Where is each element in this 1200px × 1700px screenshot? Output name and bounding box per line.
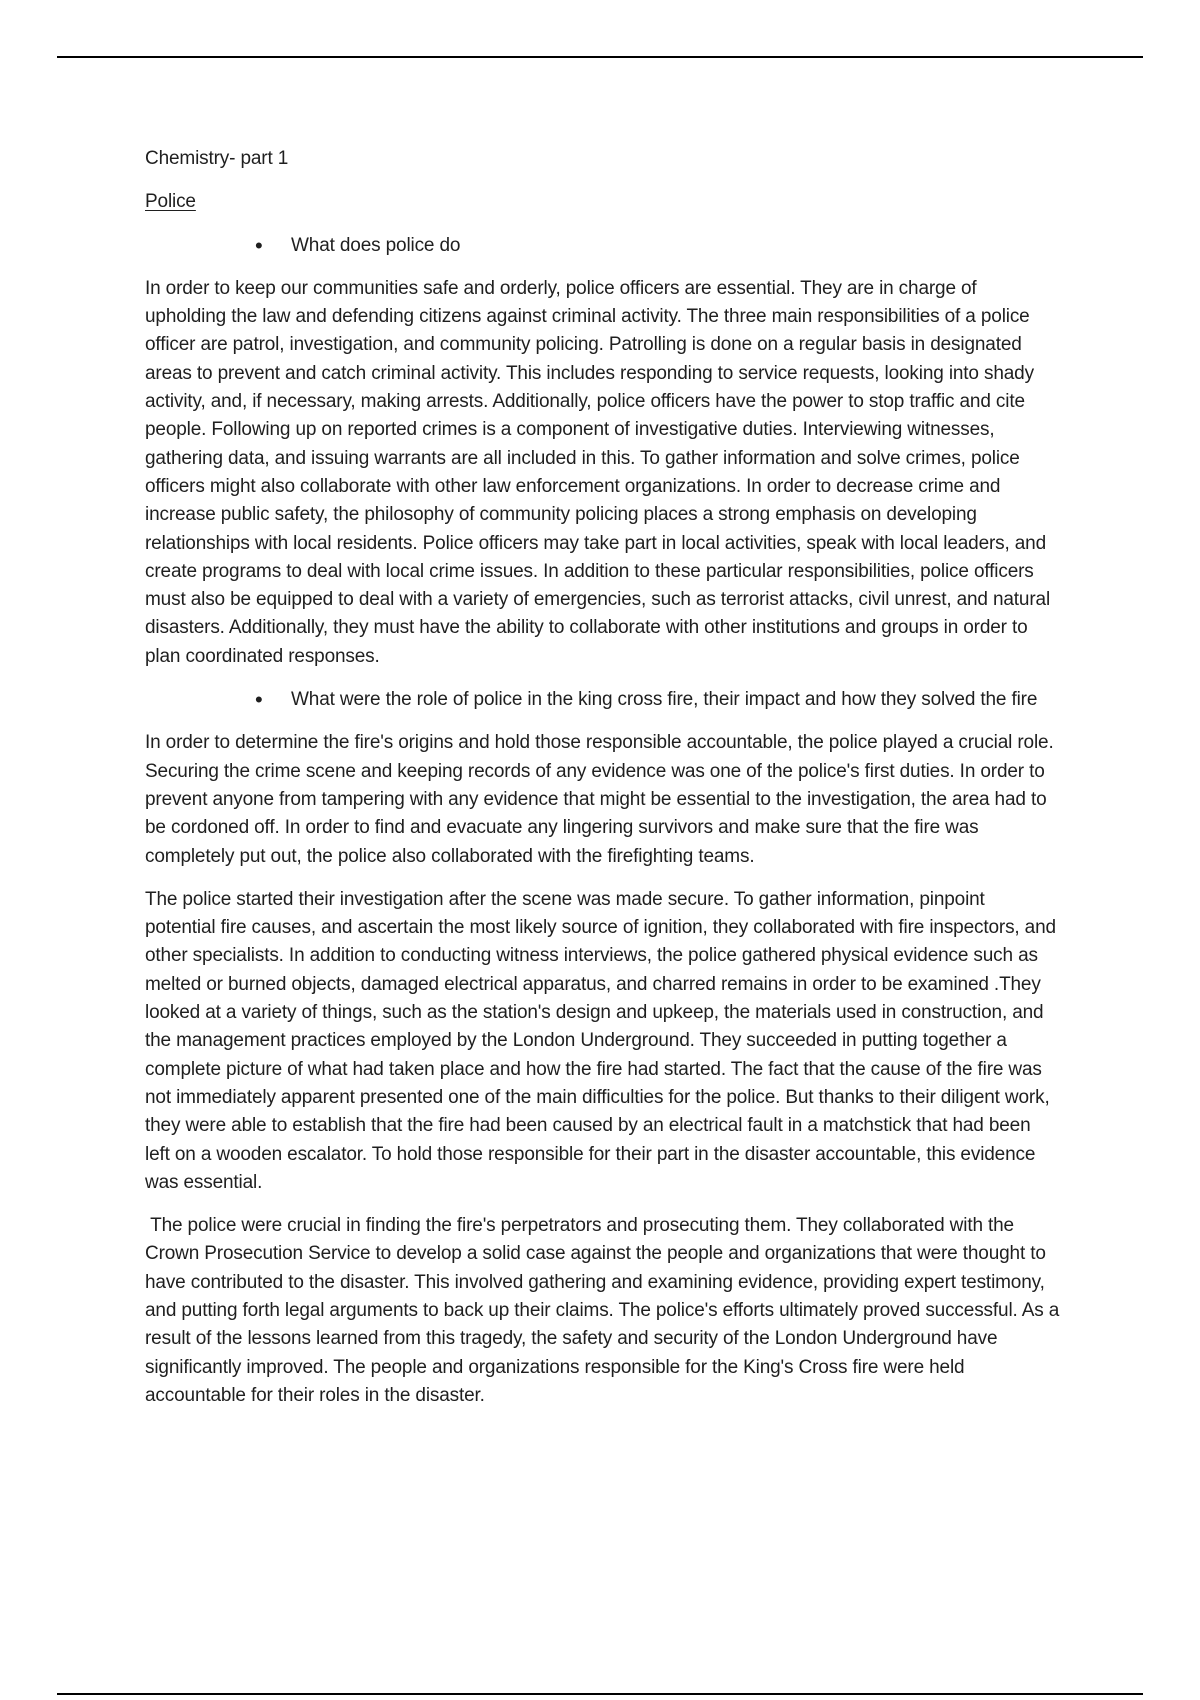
paragraph: The police were crucial in finding the fire's perpetrators and prosecuting them. They collaborated with the Crown Prosecution Service to develop a solid case against the people and organizations that were thought to have contributed to the disaster. This involved gathering and examining evidence, providing expert testimony, and putting forth legal arguments to back up their claims. The police's efforts ultimately proved successful. As a result of the lessons learned from this tragedy, the safety and security of the London Underground have significantly improved. The people and organizations responsible for the King's Cross fire were held accountable for their roles in the disaster. <box>145 1215 1065 1406</box>
bullet-item <box>145 232 1060 260</box>
paragraph: In order to determine the fire's origins and hold those responsible accountable, the police played a crucial role. Securing the crime scene and keeping records of any evidence was one of the police's first duties. In order to prevent anyone from tampering with any evidence that might be essential to the investigation, the area had to be cordoned off. In order to find and evacuate any lingering survivors and make sure that the fire was completely put out, the police also collaborated with the firefighting teams. <box>145 732 1054 867</box>
header-rule <box>57 56 1143 58</box>
paragraph: The police started their investigation after the scene was made secure. To gather information, pinpoint potential fire causes, and ascertain the most likely source of ignition, they collaborated with fire inspectors, and other specialists. In addition to conducting witness interviews, the police gathered physical evidence such as melted or burned objects, damaged electrical apparatus, and charred remains in order to be examined .They looked at a variety of things, such as the station's design and upkeep, the materials used in construction, and the management practices employed by the London Underground. They succeeded in putting together a complete picture of what had taken place and how the fire had started. The fact that the cause of the fire was not immediately apparent presented one of the main difficulties for the police. But thanks to their diligent work, they were able to establish that the fire had been caused by an electrical fault in a matchstick that had been left on a wooden escalator. To hold those responsible for their part in the disaster accountable, this evidence was essential. <box>145 888 1056 1193</box>
footer-rule <box>57 1693 1143 1695</box>
bullet-icon: • <box>255 232 263 258</box>
section-heading: Police <box>145 191 196 213</box>
document-body <box>145 145 1065 1425</box>
document-title: Chemistry- part 1 <box>145 148 289 169</box>
bullet-item <box>145 686 1060 714</box>
bullet-text: What were the role of police in the king cross fire, their impact and how they solved the fire <box>291 689 1038 711</box>
bullet-icon: • <box>255 687 263 713</box>
paragraph: In order to keep our communities safe and orderly, police officers are essential. They are in charge of upholding the law and defending citizens against criminal activity. The three main responsibilities of a police officer are patrol, investigation, and community policing. Patrolling is done on a regular basis in designated areas to prevent and catch criminal activity. This includes responding to service requests, looking into shady activity, and, if necessary, making arrests. Additionally, police officers have the power to stop traffic and cite people. Following up on reported crimes is a component of investigative duties. Interviewing witnesses, gathering data, and issuing warrants are all included in this. To gather information and solve crimes, police officers might also collaborate with other law enforcement organizations. In order to decrease crime and increase public safety, the philosophy of community policing places a strong emphasis on developing relationships with local residents. Police officers may take part in local activities, speak with local leaders, and create programs to deal with local crime issues. In addition to these particular responsibilities, police officers must also be equipped to deal with a variety of emergencies, such as terrorist attacks, civil unrest, and natural disasters. Additionally, they must have the ability to collaborate with other institutions and groups in order to plan coordinated responses. <box>145 277 1051 667</box>
bullet-text: What does police do <box>291 234 461 256</box>
